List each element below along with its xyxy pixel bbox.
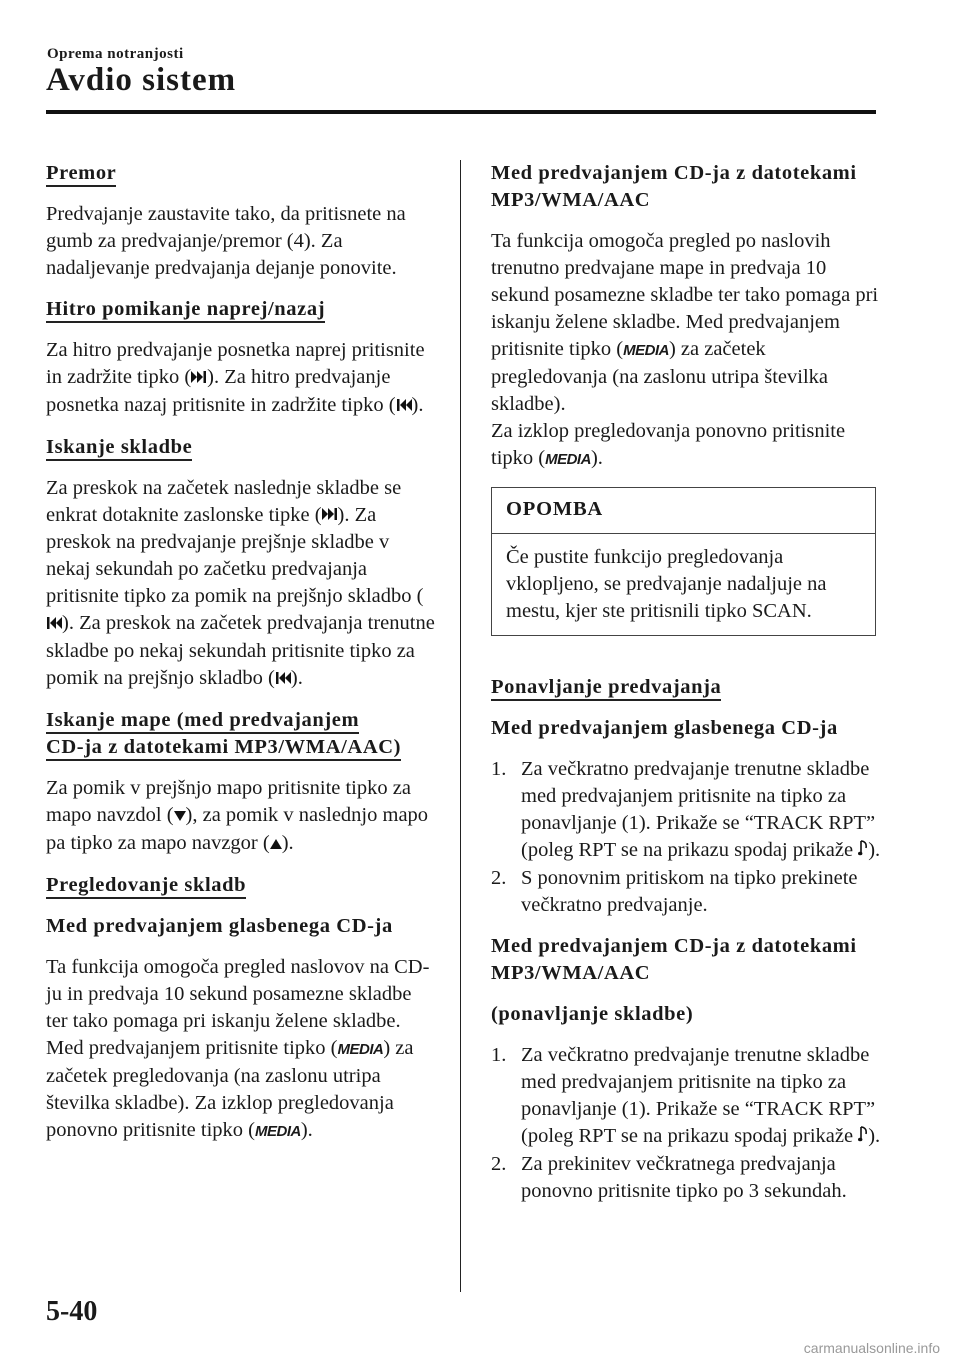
cd-repeat-subheading: Med predvajanjem glasbenega CD-ja — [491, 717, 838, 739]
list-item — [491, 865, 881, 919]
scan-subheading: Med predvajanjem glasbenega CD-ja — [46, 914, 393, 937]
scan-paragraph-2 — [46, 1035, 436, 1145]
mp3-scan-subheading: Med predvajanjem CD-ja z datotekami MP3/WMA/AAC — [491, 162, 857, 211]
cd-repeat-list — [491, 756, 881, 919]
mp3-repeat-subheading: Med predvajanjem CD-ja z datotekami MP3/WMA/AAC — [491, 934, 857, 984]
search-text-1: Za preskok na začetek naslednje skladbe se enkrat dotaknite zaslonske tipke ( — [46, 476, 402, 526]
skip-back-icon — [275, 666, 291, 693]
list-text-b: ). — [868, 1124, 881, 1147]
folder-heading-line1: Iskanje mape (med predvajanjem — [46, 709, 359, 734]
list-number: 1. — [491, 758, 507, 780]
folder-heading-line2: CD-ja z datotekami MP3/WMA/AAC) — [46, 736, 401, 761]
folder-text-1: Za pomik v prejšnjo mapo pritisnite tipko za mapo navzdol ( — [46, 776, 411, 826]
ffrw-paragraph — [46, 337, 436, 420]
list-text-a: Za večkratno predvajanje trenutne skladbe med predvajanjem pritisnite na tipko za ponavljanje (1). Prikaže se “TRACK RPT” (poleg RPT se na prikazu spodaj prikaže — [521, 1043, 876, 1147]
scan-text-b: ) za začetek pregledovanja (na zaslonu utripa številka skladbe). Za izklop pregledovanja ponovno pritisnite tipko ( — [46, 1036, 414, 1141]
media-button-icon: MEDIA — [337, 1040, 384, 1058]
list-text: S ponovnim pritiskom na tipko prekinete večkratno predvajanje. — [521, 866, 858, 916]
left-column — [46, 160, 436, 1159]
list-item — [491, 1042, 881, 1151]
note-title: OPOMBA — [492, 488, 875, 534]
note-box — [491, 487, 876, 636]
search-paragraph — [46, 475, 436, 693]
mp3-text-c: Za izklop pregledovanja ponovno pritisnite tipko ( — [491, 420, 846, 469]
repeat-heading: Ponavljanje predvajanja — [491, 676, 721, 701]
pause-heading: Premor — [46, 162, 116, 187]
scan-text-a: Med predvajanjem pritisnite tipko ( — [46, 1036, 338, 1059]
media-button-icon: MEDIA — [623, 342, 669, 359]
music-note-icon — [858, 1124, 868, 1151]
folder-text-3: ). — [281, 831, 294, 854]
ffrw-text-2: ). Za hitro predvajanje posnetka nazaj pritisnite in zadržite tipko ( — [46, 366, 396, 416]
mp3-repeat-paren: (ponavljanje skladbe) — [491, 1002, 694, 1025]
scan-paragraph-1: Ta funkcija omogoča pregled naslovov na CD-ju in predvaja 10 sekund posamezne skladbe ter tako pomaga pri iskanju želene skladbe. — [46, 955, 430, 1032]
scan-text-c: ). — [300, 1118, 313, 1141]
media-button-icon: MEDIA — [254, 1122, 301, 1140]
search-heading: Iskanje skladbe — [46, 436, 192, 461]
arrow-down-icon — [174, 803, 186, 830]
list-number: 2. — [491, 1152, 507, 1175]
list-text — [521, 756, 881, 865]
media-button-icon: MEDIA — [545, 451, 591, 468]
watermark: carmanualsonline.info — [803, 1340, 940, 1356]
page-title: Avdio sistem — [46, 62, 237, 98]
search-text-4: ). — [290, 667, 303, 690]
mp3-text-b: ) za začetek pregledovanja (na zaslonu utripa številka skladbe). — [491, 338, 828, 415]
skip-forward-icon — [322, 502, 338, 529]
scan-heading: Pregledovanje skladb — [46, 874, 246, 899]
ffrw-text-3: ). — [411, 393, 424, 416]
ffrw-heading: Hitro pomikanje naprej/nazaj — [46, 298, 325, 323]
list-number: 1. — [491, 1043, 507, 1066]
list-text-a: Za večkratno predvajanje trenutne skladbe med predvajanjem pritisnite na tipko za ponavljanje (1). Prikaže se “TRACK RPT” (poleg RPT se na prikazu spodaj prikaže — [521, 758, 876, 861]
mp3-text-a: Ta funkcija omogoča pregled po naslovih trenutno predvajane mape in predvaja 10 sekund posamezne skladbe ter tako pomaga pri iskanju želene skladbe. Med predvajanjem pritisnite tipko ( — [491, 230, 879, 360]
search-text-3: ). Za preskok na začetek predvajanja trenutne skladbe po nekaj sekundah pritisnite tipko za pomik na prejšnjo skladbo ( — [46, 612, 435, 690]
list-text-b: ). — [868, 839, 881, 861]
skip-back-icon — [396, 393, 412, 420]
list-item — [491, 1151, 881, 1205]
header-rule — [46, 110, 876, 114]
pause-paragraph: Predvajanje zaustavite tako, da pritisnete na gumb za predvajanje/premor (4). Za nadaljevanje predvajanja dejanje ponovite. — [46, 203, 406, 279]
ffrw-text-1: Za hitro predvajanje posnetka naprej pritisnite in zadržite tipko ( — [46, 339, 425, 388]
mp3-scan-paragraph-1 — [491, 228, 881, 418]
mp3-scan-paragraph-2 — [491, 418, 881, 473]
search-text-2: ). Za preskok na predvajanje prejšnje skladbe v nekaj sekundah po začetku predvajanja pritisnite tipko za pomik na prejšnjo skladbo ( — [46, 503, 424, 608]
right-column — [491, 160, 881, 1219]
mp3-repeat-list — [491, 1042, 881, 1205]
list-number: 2. — [491, 866, 507, 889]
skip-back-icon — [46, 611, 62, 638]
skip-forward-icon — [191, 365, 207, 392]
list-item — [491, 756, 881, 865]
list-text: Za prekinitev večkratnega predvajanja ponovno pritisnite tipko po 3 sekundah. — [521, 1152, 847, 1202]
section-label: Oprema notranjosti — [47, 46, 184, 62]
list-text — [521, 1042, 881, 1151]
column-divider — [460, 160, 461, 1292]
page-number: 5-40 — [46, 1296, 98, 1327]
folder-paragraph — [46, 775, 436, 858]
arrow-up-icon — [270, 831, 282, 858]
folder-text-2: ), za pomik v naslednjo mapo pa tipko za mapo navzgor ( — [46, 803, 429, 854]
note-text: Če pustite funkcijo pregledovanja vklopljeno, se predvajanje nadaljuje na mestu, kjer ste pritisnili tipko SCAN. — [506, 546, 827, 622]
mp3-text-d: ). — [590, 447, 603, 469]
music-note-icon — [858, 838, 868, 865]
